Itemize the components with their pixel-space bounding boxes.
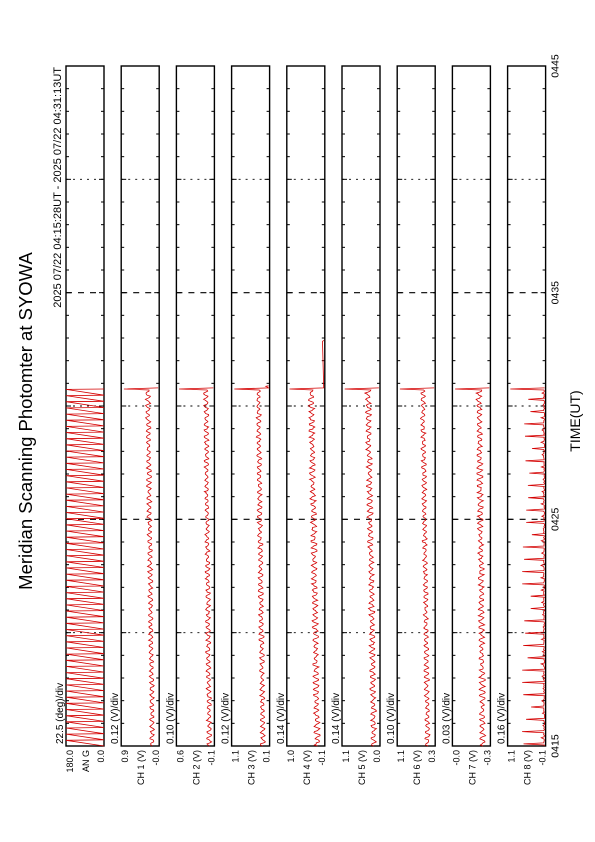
- panel-frame: [508, 66, 546, 746]
- ylim-max-label: 180.0: [65, 750, 75, 773]
- channel-label: CH 4 (V): [301, 750, 312, 786]
- panel-frame: [397, 66, 435, 746]
- channel-label: AN G: [81, 750, 91, 773]
- scale-label: 0.10 (V)/div: [386, 692, 398, 744]
- panel-channel-8: [497, 66, 548, 785]
- channel-label: CH 7 (V): [467, 750, 478, 786]
- channel-label: CH 1 (V): [136, 750, 147, 786]
- panel-frame: [121, 66, 159, 746]
- trace-channel-7: [455, 388, 489, 746]
- trace-scan-angle: [66, 389, 104, 746]
- trace-channel-2: [179, 388, 213, 746]
- ylim-min-label: -0.1: [316, 750, 327, 766]
- scale-label: 0.12 (V)/div: [220, 692, 232, 744]
- x-tick-label: 0435: [549, 280, 562, 305]
- panels: [55, 66, 548, 785]
- trace-channel-6: [400, 388, 434, 746]
- scale-label: 0.03 (V)/div: [441, 692, 453, 744]
- trace-channel-1: [124, 388, 158, 746]
- scale-label: 0.16 (V)/div: [496, 692, 508, 744]
- panel-frame: [232, 66, 270, 746]
- channel-label: CH 6 (V): [412, 750, 423, 786]
- panel-channel-7: [441, 66, 492, 785]
- ylim-max-label: 1.0: [285, 750, 296, 763]
- ylim-min-label: -0.1: [206, 750, 217, 766]
- x-axis-label: TIME(UT): [567, 390, 583, 452]
- ylim-max-label: 1.1: [506, 750, 517, 763]
- ylim-min-label: 0.3: [427, 750, 438, 763]
- ylim-max-label: -0.0: [451, 750, 462, 766]
- channel-label: CH 8 (V): [522, 750, 533, 786]
- scale-label: 0.10 (V)/div: [165, 692, 177, 744]
- panel-channel-1: [110, 66, 161, 785]
- time-range-label: 2025 07/22 04:15:28UT - 2025 07/22 04:31:13UT: [52, 67, 64, 308]
- panel-channel-6: [386, 66, 437, 785]
- trace-channel-8: [510, 388, 544, 746]
- ylim-max-label: 0.9: [120, 750, 131, 763]
- panel-channel-2: [165, 66, 216, 785]
- channel-label: CH 3 (V): [246, 750, 257, 786]
- ylim-max-label: 1.1: [230, 750, 241, 763]
- ylim-max-label: 0.6: [175, 750, 186, 763]
- scale-label: 0.14 (V)/div: [331, 692, 342, 744]
- chart-title: Meridian Scanning Photomter at SYOWA: [15, 252, 36, 590]
- scale-label: 0.12 (V)/div: [110, 692, 122, 744]
- panel-frame: [66, 66, 104, 746]
- panel-frame: [452, 66, 490, 746]
- ylim-min-label: 0.0: [372, 750, 382, 763]
- ylim-min-label: -0.3: [482, 750, 493, 766]
- ylim-min-label: 0.0: [96, 750, 106, 763]
- panel-frame: [287, 66, 325, 746]
- x-tick-label: 0445: [549, 54, 562, 78]
- ylim-min-label: -0.0: [151, 750, 162, 766]
- x-tick-labels: [550, 54, 562, 758]
- ylim-max-label: 1.1: [341, 750, 351, 763]
- panel-channel-3: [221, 66, 272, 785]
- scale-label: 22.5 (deg)/div: [55, 682, 66, 744]
- ylim-min-label: -0.1: [537, 750, 548, 766]
- ylim-max-label: 1.1: [396, 750, 407, 763]
- trace-channel-3: [234, 386, 268, 746]
- x-tick-label: 0425: [549, 507, 562, 532]
- panel-channel-5: [331, 66, 382, 785]
- trace-channel-4: [290, 340, 324, 746]
- channel-label: CH 5 (V): [357, 750, 367, 786]
- ylim-min-label: 0.1: [261, 750, 272, 763]
- panel-frame: [342, 66, 380, 746]
- trace-channel-5: [345, 388, 379, 746]
- x-tick-label: 0415: [549, 734, 562, 758]
- channel-label: CH 2 (V): [191, 750, 202, 786]
- panel-channel-4: [276, 66, 327, 785]
- scale-label: 0.14 (V)/div: [275, 692, 287, 744]
